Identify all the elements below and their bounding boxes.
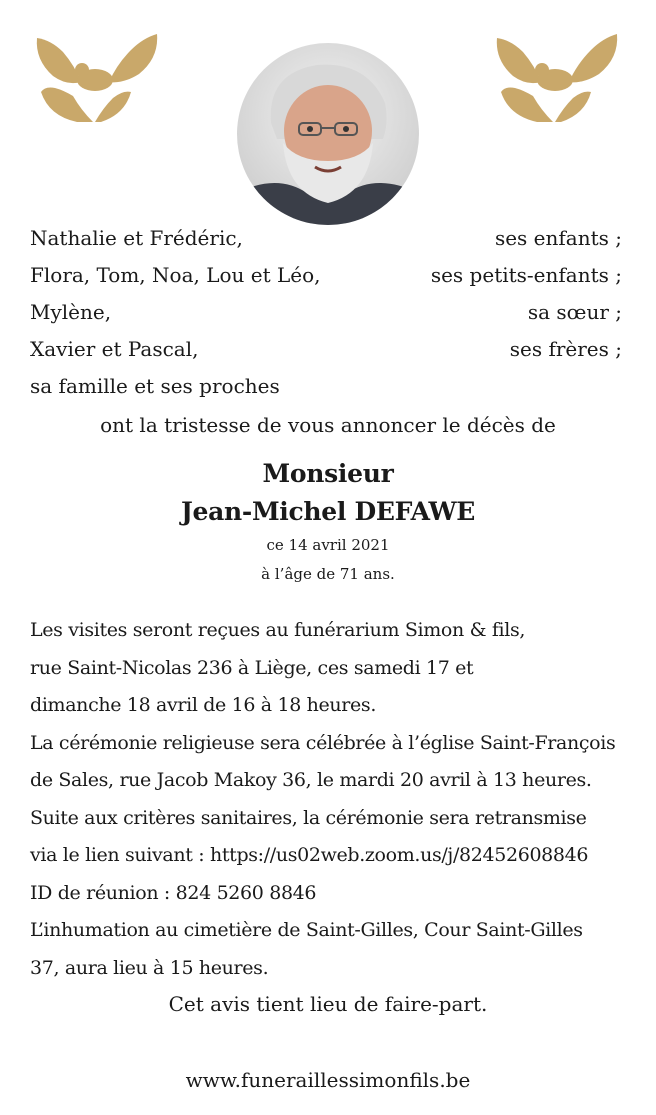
announcement-text: ont la tristesse de vous annoncer le décès de: [100, 413, 556, 437]
family-row: [30, 294, 624, 331]
family-names: sa famille et ses proches: [30, 374, 280, 398]
family-relation: [622, 368, 624, 405]
details-line: rue Saint-Nicolas 236 à Liège, ces samedi 17 et: [30, 656, 474, 679]
details-line: La cérémonie religieuse sera célébrée à l’église Saint-François: [30, 731, 616, 754]
deceased-name: Jean-Michel DEFAWE: [180, 497, 476, 526]
age-line: à l’âge de 71 ans.: [261, 565, 395, 583]
details-line: 37, aura lieu à 15 heures.: [30, 956, 269, 979]
website-link[interactable]: www.funeraillessimonfils.be: [185, 1068, 471, 1092]
family-names: Xavier et Pascal,: [30, 337, 199, 361]
family-names: Mylène,: [30, 300, 112, 324]
details-line: ID de réunion : 824 5260 8846: [30, 881, 317, 904]
dove-hands-icon-left: [33, 30, 161, 130]
death-date: ce 14 avril 2021: [266, 536, 390, 554]
details-line: Les visites seront reçues au funérarium Simon & fils,: [30, 619, 526, 641]
deceased-block: [0, 455, 656, 589]
family-row: [30, 331, 624, 368]
family-list: [30, 220, 624, 405]
family-relation: ses frères ;: [509, 337, 622, 361]
family-row: [30, 257, 624, 294]
details-line: de Sales, rue Jacob Makoy 36, le mardi 20 avril à 13 heures.: [30, 769, 592, 791]
details-line: L’inhumation au cimetière de Saint-Gilles, Cour Saint-Gilles: [30, 919, 583, 941]
details-line-zoom-link[interactable]: via le lien suivant : https://us02web.zoom.us/j/82452608846: [30, 844, 589, 866]
family-row: [30, 220, 624, 257]
portrait-photo: [237, 43, 419, 225]
family-relation: sa sœur ;: [527, 300, 622, 324]
family-relation: ses petits-enfants ;: [430, 263, 622, 287]
dove-hands-icon-right: [493, 30, 621, 130]
family-names: Nathalie et Frédéric,: [30, 226, 243, 250]
details-text: [30, 612, 630, 987]
deceased-title: Monsieur: [262, 459, 394, 488]
details-line: dimanche 18 avril de 16 à 18 heures.: [30, 694, 377, 716]
closing-text: Cet avis tient lieu de faire-part.: [168, 992, 488, 1016]
family-names: Flora, Tom, Noa, Lou et Léo,: [30, 263, 321, 287]
family-relation: ses enfants ;: [494, 226, 622, 250]
family-row: [30, 368, 624, 405]
details-line: Suite aux critères sanitaires, la cérémonie sera retransmise: [30, 806, 587, 829]
